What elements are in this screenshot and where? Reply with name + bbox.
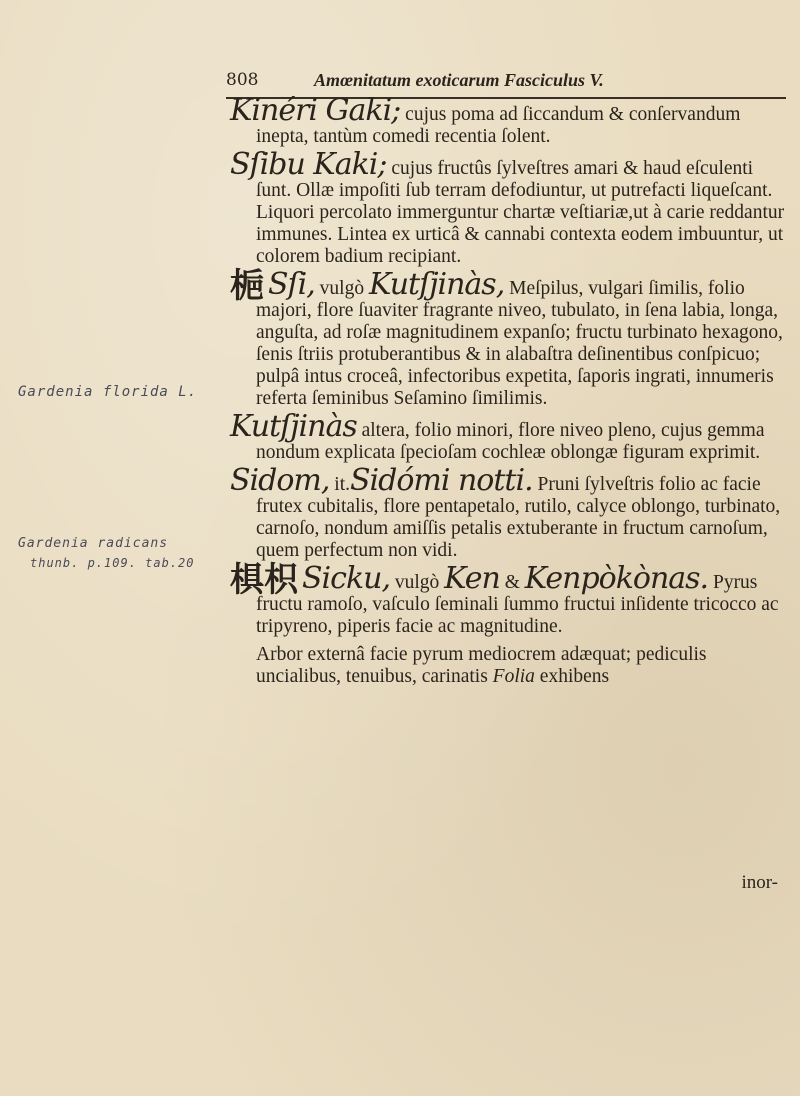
entry-term: Sicku, (302, 561, 390, 596)
entry-kutsjinas-altera (230, 409, 790, 464)
margin-note-gardenia-florida: Gardenia florida L. (18, 384, 198, 400)
entry-term-alt: Kenpòkònas. (524, 561, 709, 596)
running-title: Amœnitatum exoticarum Fasciculus V. (314, 70, 604, 90)
entry-text: vulgò (314, 278, 369, 299)
entry-text: & (499, 572, 525, 593)
paragraph-text: exhibens (534, 666, 610, 687)
entry-text: cujus poma ad ſiccandum & conſervandum inepta, tantùm comedi recentia ſolent. (256, 104, 741, 147)
entry-term: Sidom, (230, 463, 330, 498)
italic-word: Folia (492, 666, 535, 687)
entry-sibu-kaki (230, 147, 790, 268)
main-text (230, 93, 790, 694)
entry-text: cujus fructûs ſylveſtres amari & haud eſculenti ſunt. Ollæ impoſiti ſub terram defodiuntur, ut putrefacti liqueſcant. Liquori percolato immerguntur chartæ veſtiariæ,ut à carie reddantur immunes. Lintea ex urticâ & cannabi contexta eodem imbuuntur, ut colorem badium recipiant. (256, 158, 785, 267)
kanji-glyph: 椇枳 (230, 560, 298, 600)
entry-term: Sſibu Kaki; (230, 147, 387, 182)
entry-term: Kutſjinàs (230, 409, 357, 444)
final-paragraph (230, 644, 790, 688)
kanji-glyph: 梔 (230, 266, 264, 306)
margin-note-thunberg-ref: thunb. p.109. tab.20 (30, 556, 195, 570)
entry-text: it. (329, 474, 350, 495)
entry-term-alt: Ken (444, 561, 500, 596)
entry-kineri-gaki (230, 93, 790, 148)
entry-text: Pruni ſylveſtris folio ac facie frutex cubitalis, flore pentapetalo, rutilo, calyce oblongo, turbinato, carnoſo, nondum amiſſis petalis extuberante in fructum carnoſum, quem perfectum non vidi. (256, 474, 781, 561)
paragraph-text: Arbor externâ facie pyrum mediocrem adæquat; pediculis uncialibus, tenuibus, carinatis (256, 644, 707, 687)
entry-sicku (230, 560, 790, 638)
entry-text: altera, folio minori, flore niveo pleno, cujus gemma nondum explicata ſpecioſam cochleæ oblongæ figuram exprimit. (256, 420, 765, 463)
entry-text: Meſpilus, vulgari ſimilis, folio majori, flore ſuaviter fragrante niveo, tubulato, in ſena labia, longa, anguſta, ad roſæ magnitudinem expanſo; fructu turbinato hexagono, ſenis ſtriis protuberantibus & in alabaſtra deſinentibus conſpicuo; pulpâ intus croceâ, infectoribus expetita, ſaporis ingrati, innumeris referta ſeminibus Seſamino ſimilimis. (256, 278, 783, 409)
entry-term: Sſi, (268, 267, 315, 302)
entry-sidom (230, 463, 790, 562)
margin-note-gardenia-radicans: Gardenia radicans (18, 536, 169, 551)
entry-kutsjinas (230, 266, 790, 410)
entry-term-alt: Sidómi notti. (350, 463, 533, 498)
entry-term: Kinéri Gaki; (230, 93, 401, 128)
page-number: 808 (226, 70, 259, 90)
entry-text: Pyrus fructu ramoſo, vaſculo ſeminali ſummo fructui inſidente tricocco ac tripyreno, piperis facie ac magnitudine. (256, 572, 779, 637)
entry-term-alt: Kutſjinàs, (368, 267, 505, 302)
catchword: inor- (741, 872, 778, 893)
entry-text: vulgò (389, 572, 445, 593)
